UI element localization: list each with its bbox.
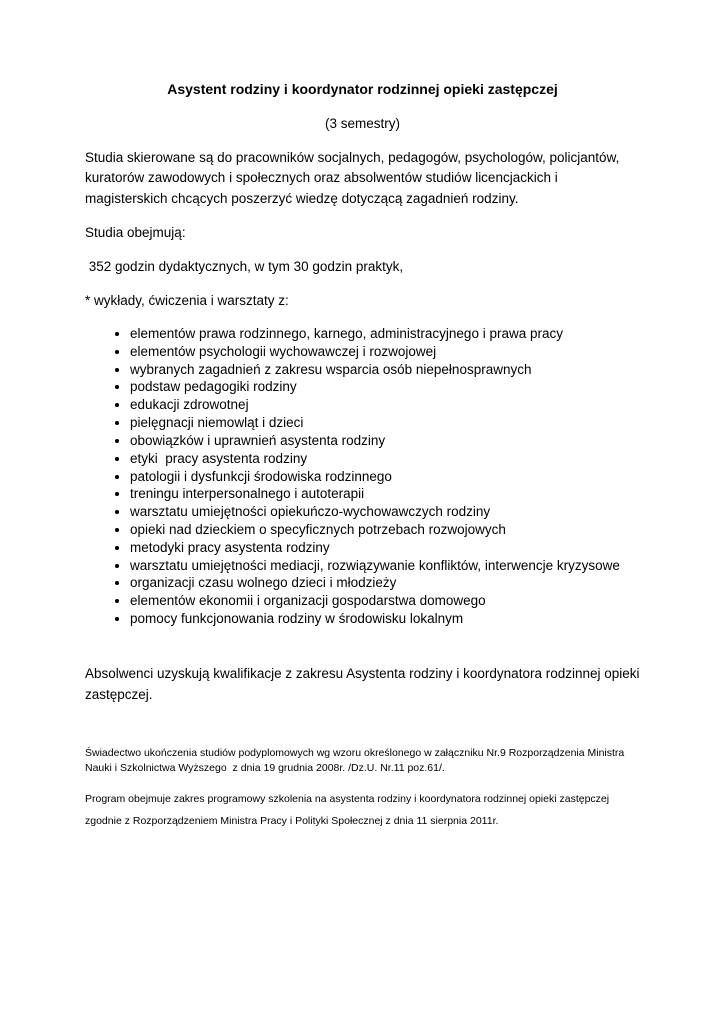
topic-bullet-item: • pomocy funkcjonowania rodziny w środowisku lokalnym (130, 610, 640, 628)
page-title: Asystent rodziny i koordynator rodzinnej opieki zastępczej (167, 81, 558, 97)
intro-paragraph: Studia skierowane są do pracowników socjalnych, pedagogów, psychologów, policjantów, kuratorów zawodowych i społecznych oraz absolwentów studiów licencjackich i magisterskich chcących poszerzyć wiedzę dotyczącą zagadnień rodziny. (85, 149, 624, 207)
topic-bullet-item: • treningu interpersonalnego i autoterapii (130, 485, 640, 503)
topic-bullet-item: • etyki pracy asystenta rodziny (130, 450, 640, 468)
topic-bullet-item: • elementów ekonomii i organizacji gospodarstwa domowego (130, 592, 640, 610)
topic-bullet-item: • edukacji zdrowotnej (130, 396, 640, 414)
topic-bullet-item: • patologii i dysfunkcji środowiska rodzinnego (130, 468, 640, 486)
studies-include-line: Studia obejmują: (85, 225, 186, 241)
topic-bullet-item: • elementów psychologii wychowawczej i rozwojowej (130, 343, 640, 361)
outcome-paragraph: Absolwenci uzyskują kwalifikacje z zakresu Asystenta rodziny i koordynatora rodzinnej opieki zastępczej. (85, 665, 644, 702)
footnote-program: Program obejmuje zakres programowy szkolenia na asystenta rodziny i koordynatora rodzinnej opieki zastępczej zgodnie z Rozporządzeniem Ministra Pracy i Polityki Społecznej z dnia 11 sierpnia 2011r. (85, 793, 613, 828)
page-subtitle: (3 semestry) (324, 115, 400, 131)
hours-line: 352 godzin dydaktycznych, w tym 30 godzin praktyk, (85, 259, 404, 275)
topic-bullet-item: • opieki nad dzieckiem o specyficznych potrzebach rozwojowych (130, 521, 640, 539)
topic-bullet-item: • pielęgnacji niemowląt i dzieci (130, 414, 640, 432)
footnote-certificate: Świadectwo ukończenia studiów podyplomowych wg wzoru określonego w załączniku Nr.9 Rozporządzenia Ministra Nauki i Szkolnictwa Wyższego z dnia 19 grudnia 2008r. /Dz.U. Nr.11 poz.61/. (85, 746, 628, 774)
topic-bullet-item: • obowiązków i uprawnień asystenta rodziny (130, 432, 640, 450)
topic-bullet-item: • warsztatu umiejętności mediacji, rozwiązywanie konfliktów, interwencje kryzysowe (130, 557, 640, 575)
workshops-line: * wykłady, ćwiczenia i warsztaty z: (85, 293, 289, 309)
topic-bullet-item: • podstaw pedagogiki rodziny (130, 378, 640, 396)
topic-bullet-item: • wybranych zagadnień z zakresu wsparcia osób niepełnosprawnych (130, 361, 640, 379)
footnotes-section (85, 746, 640, 833)
topic-bullet-item: • elementów prawa rodzinnego, karnego, administracyjnego i prawa pracy (130, 325, 640, 343)
topic-bullet-item: • organizacji czasu wolnego dzieci i młodzieży (130, 574, 640, 592)
topics-list (85, 325, 640, 628)
topic-bullet-item: • warsztatu umiejętności opiekuńczo-wychowawczych rodziny (130, 503, 640, 521)
topic-bullet-item: • metodyki pracy asystenta rodziny (130, 539, 640, 557)
